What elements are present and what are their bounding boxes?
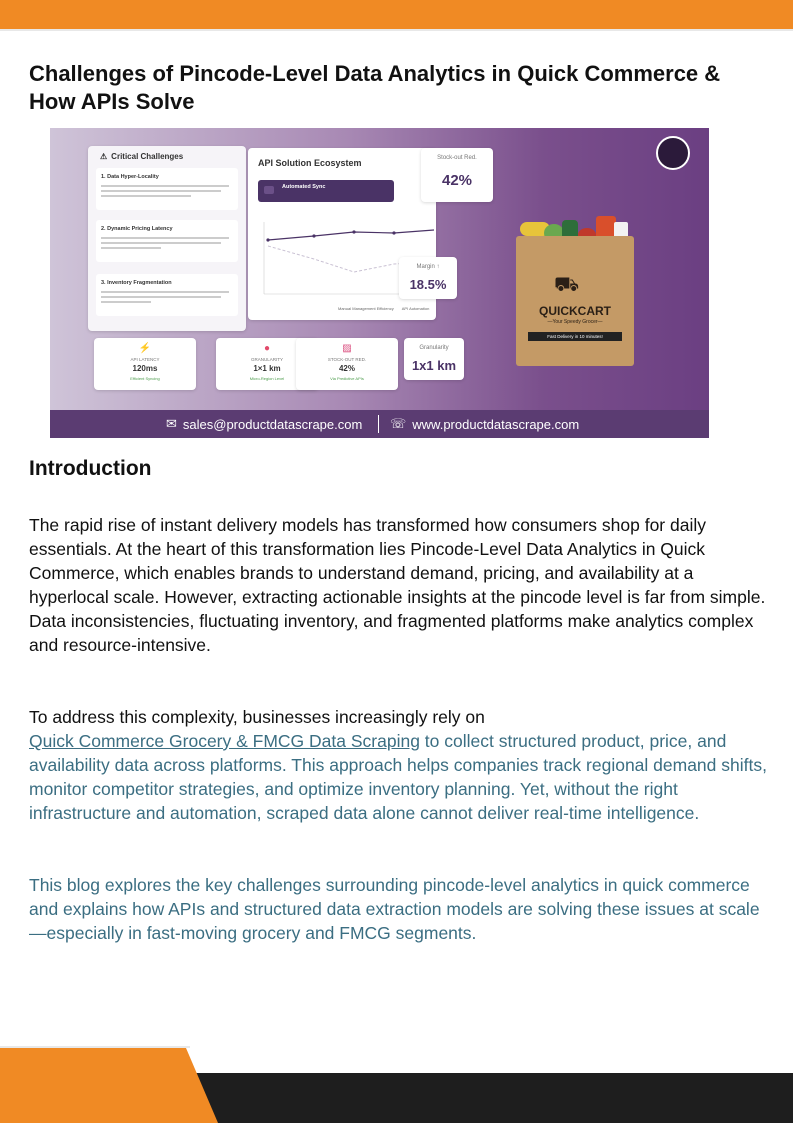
web-icon: ☏ bbox=[390, 416, 407, 431]
email-contact bbox=[166, 416, 362, 432]
mail-icon: ✉ bbox=[166, 416, 177, 431]
bag-strip: Fast Delivery in 10 minutes! bbox=[528, 332, 622, 341]
challenge-title: 3. Inventory Fragmentation bbox=[101, 280, 172, 286]
challenge-item bbox=[96, 168, 238, 210]
p2-lead-text: To address this complexity, businesses increasingly rely on bbox=[29, 707, 485, 727]
footer-separator bbox=[378, 415, 379, 433]
hero-banner bbox=[50, 128, 709, 438]
ecosystem-heading: API Solution Ecosystem bbox=[258, 158, 362, 168]
granularity-value: 1x1 km bbox=[411, 358, 457, 373]
granularity-card bbox=[404, 338, 464, 380]
intro-paragraph-2 bbox=[29, 705, 769, 825]
bag-tagline: —Your Speedy Grocer— bbox=[547, 319, 603, 325]
critical-challenges-panel bbox=[88, 146, 246, 331]
website-text: www.productdatascrape.com bbox=[412, 416, 580, 432]
lightning-icon: ⚡ bbox=[138, 343, 152, 354]
top-accent-bar bbox=[0, 0, 793, 29]
text-line bbox=[101, 190, 221, 192]
api-point bbox=[312, 234, 315, 237]
text-line bbox=[101, 185, 229, 187]
api-point bbox=[352, 230, 355, 233]
critical-challenges-label: Critical Challenges bbox=[111, 152, 184, 161]
stockout-label: Stock-out Red. bbox=[437, 155, 477, 161]
critical-challenges-heading bbox=[100, 152, 183, 161]
margin-card bbox=[399, 257, 457, 299]
text-line bbox=[101, 291, 229, 293]
metric-value: 1×1 km bbox=[253, 364, 281, 373]
challenge-title: 2. Dynamic Pricing Latency bbox=[101, 226, 173, 232]
metric-card-latency bbox=[94, 338, 196, 390]
p2-rest-text: to collect structured product, price, and availability data across platforms. This approach helps companies track regional demand shifts, monitor competitor strategies, and optimize inventory planning. Yet, without the right infrastructure and automation, scraped data alone cannot deliver real-time intelligence. bbox=[29, 731, 767, 823]
chart-legend bbox=[338, 306, 429, 311]
text-line bbox=[101, 195, 191, 197]
code-icon bbox=[264, 186, 274, 194]
stockout-card bbox=[421, 148, 493, 202]
metric-label: API LATENCY bbox=[130, 357, 160, 362]
bottom-orange-band bbox=[0, 1048, 218, 1123]
fmcg-scraping-link[interactable]: Quick Commerce Grocery & FMCG Data Scraping bbox=[29, 731, 420, 751]
granularity-label: Granularity bbox=[419, 345, 449, 351]
bottom-divider bbox=[0, 1046, 190, 1048]
challenge-title: 1. Data Hyper-Locality bbox=[101, 174, 159, 180]
top-divider bbox=[0, 29, 793, 31]
bag-brand: QUICKCART bbox=[539, 304, 611, 318]
metric-label: STOCK-OUT RED. bbox=[327, 357, 367, 362]
metric-value: 42% bbox=[338, 364, 355, 373]
sync-label: Automated Sync bbox=[282, 184, 326, 190]
metric-card-stockout bbox=[296, 338, 398, 390]
intro-paragraph-3: This blog explores the key challenges surrounding pincode-level analytics in quick commerce and explains how APIs and structured data extraction models are solving these issues at scale—especially in fast-moving grocery and FMCG segments. bbox=[29, 875, 760, 943]
website-contact bbox=[390, 416, 579, 432]
introduction-heading: Introduction bbox=[29, 457, 152, 480]
text-line bbox=[101, 237, 229, 239]
text-line bbox=[101, 242, 221, 244]
metric-sub: Via Predictive APIs bbox=[330, 376, 364, 381]
metric-value: 120ms bbox=[132, 364, 158, 373]
page-title: Challenges of Pincode-Level Data Analytics in Quick Commerce & How APIs Solve bbox=[29, 61, 721, 114]
legend-api: API Automation bbox=[401, 306, 430, 311]
stockout-value: 42% bbox=[441, 172, 473, 189]
intro-paragraph-1: The rapid rise of instant delivery models has transformed how consumers shop for daily essentials. At the heart of this transformation lies Pincode-Level Data Analytics in Quick Commerce, which enables brands to understand demand, pricing, and availability at a hyperlocal scale. However, extracting actionable insights at the pincode level is far from simple. Data inconsistencies, fluctuating inventory, and fragmented platforms make analytics complex and resource-intensive. bbox=[29, 515, 766, 655]
api-point bbox=[266, 238, 269, 241]
metric-sub: Efficient Syncing bbox=[130, 376, 160, 381]
warning-icon: ⚠ bbox=[100, 152, 108, 161]
challenge-item bbox=[96, 274, 238, 316]
cart-icon: ⛟ bbox=[554, 274, 580, 296]
hero-footer bbox=[50, 410, 709, 438]
legend-manual: Manual Management Efficiency bbox=[338, 306, 394, 311]
text-line bbox=[101, 247, 161, 249]
text-line bbox=[101, 296, 221, 298]
grocery-bag bbox=[516, 236, 634, 366]
cube-logo-icon bbox=[656, 136, 690, 170]
challenge-item bbox=[96, 220, 238, 262]
automated-sync-chip bbox=[258, 180, 394, 202]
text-line bbox=[101, 301, 151, 303]
metric-label: GRANULARITY bbox=[250, 357, 283, 362]
margin-label: Margin ↑ bbox=[416, 264, 440, 270]
email-text: sales@productdatascrape.com bbox=[182, 416, 363, 432]
margin-value: 18.5% bbox=[409, 277, 447, 292]
map-pin-icon: ● bbox=[263, 343, 271, 354]
metric-sub: Micro-Region Level bbox=[249, 376, 285, 381]
api-automation-series bbox=[268, 230, 434, 240]
chart-icon: ▨ bbox=[342, 343, 352, 354]
api-point bbox=[392, 231, 395, 234]
